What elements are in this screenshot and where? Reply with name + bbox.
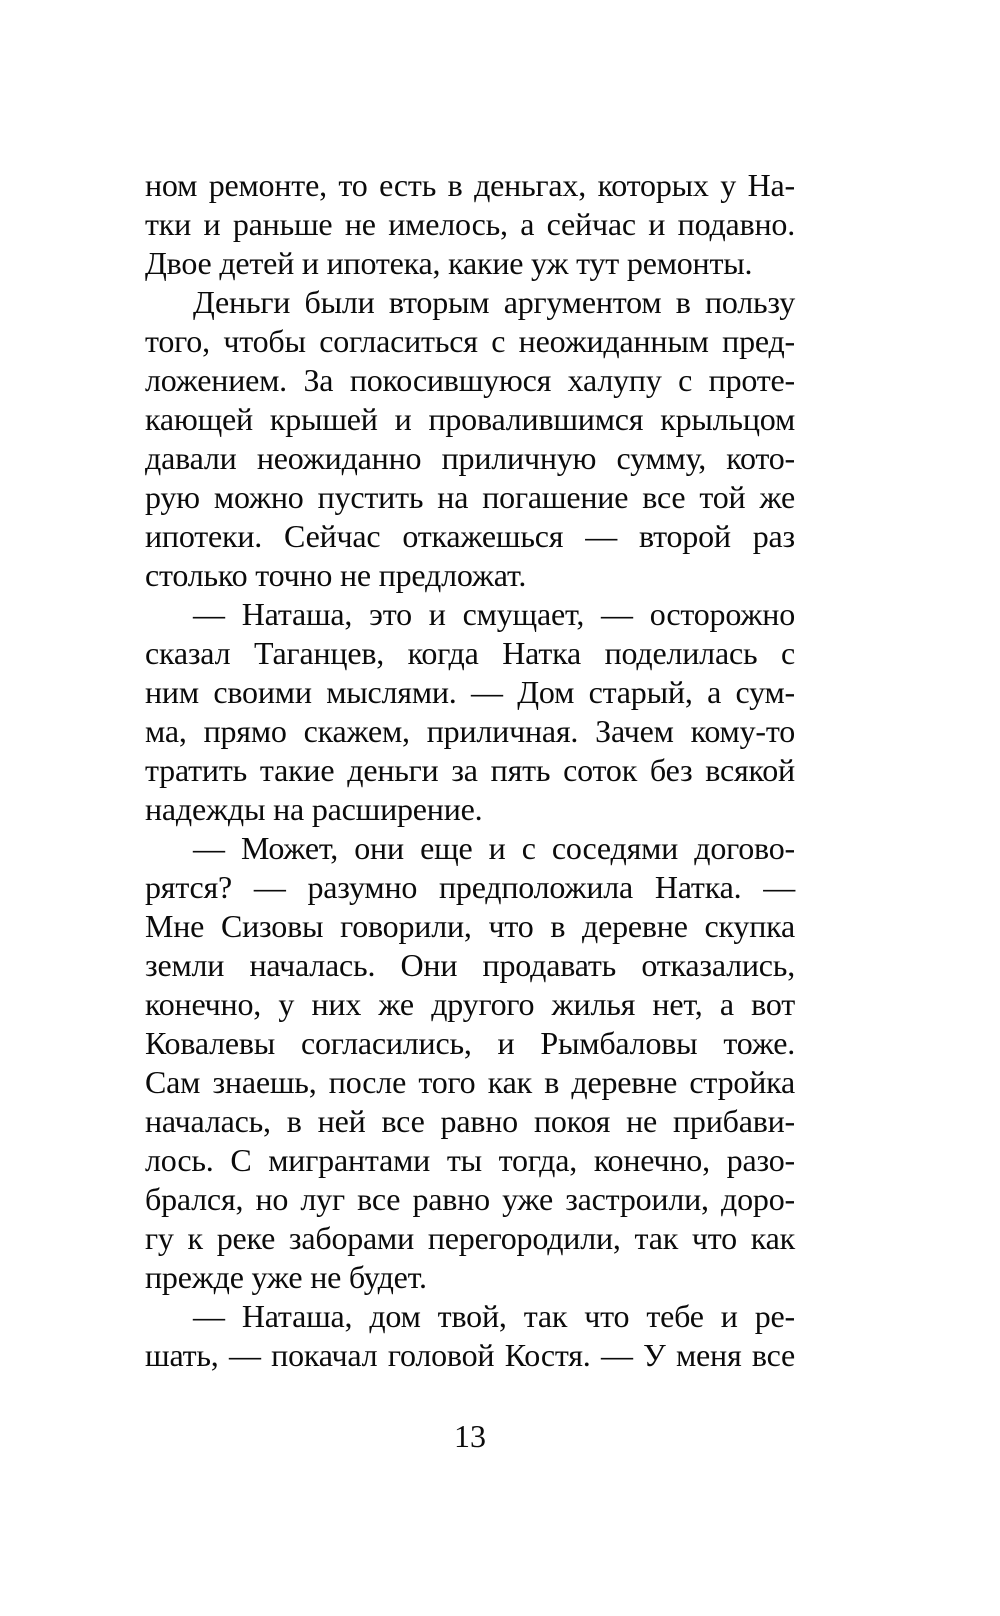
text-line: — Наташа, это и смущает, — осторожно — [193, 596, 795, 632]
page-number: 13 — [454, 1418, 486, 1454]
text-line: Сам знаешь, после того как в деревне стройка — [145, 1064, 795, 1100]
text-line: рятся? — разумно предположила Натка. — — [145, 869, 795, 905]
text-line: тки и раньше не имелось, а сейчас и подавно. — [145, 206, 795, 242]
text-line: ним своими мыслями. — Дом старый, а сум- — [145, 674, 795, 710]
paragraph — [145, 166, 795, 283]
paragraph — [145, 829, 795, 1297]
text-line: Двое детей и ипотека, какие уж тут ремонты. — [145, 245, 753, 281]
text-line: лось. С мигрантами ты тогда, конечно, разо- — [145, 1142, 795, 1178]
page-text-block — [145, 166, 795, 1375]
text-line: сказал Таганцев, когда Натка поделилась с — [145, 635, 795, 671]
text-line: ипотеки. Сейчас откажешься — второй раз — [145, 518, 795, 554]
text-line: давали неожиданно приличную сумму, кото- — [145, 440, 795, 476]
text-line: столько точно не предложат. — [145, 557, 527, 593]
text-line: надежды на расширение. — [145, 791, 483, 827]
text-line: гу к реке заборами перегородили, так что как — [145, 1220, 795, 1256]
text-line: Мне Сизовы говорили, что в деревне скупка — [145, 908, 795, 944]
text-line: тратить такие деньги за пять соток без всякой — [145, 752, 795, 788]
paragraph — [145, 595, 795, 829]
paragraph — [145, 283, 795, 595]
text-line: началась, в ней все равно покоя не прибави- — [145, 1103, 795, 1139]
text-line: — Наташа, дом твой, так что тебе и ре- — [193, 1298, 795, 1334]
text-line: Деньги были вторым аргументом в пользу — [193, 284, 795, 320]
text-line: Ковалевы согласились, и Рымбаловы тоже. — [145, 1025, 795, 1061]
text-line: того, чтобы согласиться с неожиданным пред- — [145, 323, 795, 359]
text-line: шать, — покачал головой Костя. — У меня все — [145, 1337, 795, 1373]
text-line: кающей крышей и провалившимся крыльцом — [145, 401, 795, 437]
text-line: ном ремонте, то есть в деньгах, которых у На- — [145, 167, 795, 203]
text-line: прежде уже не будет. — [145, 1259, 427, 1295]
text-line: рую можно пустить на погашение все той же — [145, 479, 795, 515]
text-line: ложением. За покосившуюся халупу с проте- — [145, 362, 795, 398]
paragraph — [145, 1297, 795, 1375]
text-line: земли началась. Они продавать отказались, — [145, 947, 795, 983]
text-line: — Может, они еще и с соседями догово- — [193, 830, 795, 866]
text-line: брался, но луг все равно уже застроили, доро- — [145, 1181, 795, 1217]
text-line: конечно, у них же другого жилья нет, а вот — [145, 986, 795, 1022]
text-line: ма, прямо скажем, приличная. Зачем кому-то — [145, 713, 795, 749]
